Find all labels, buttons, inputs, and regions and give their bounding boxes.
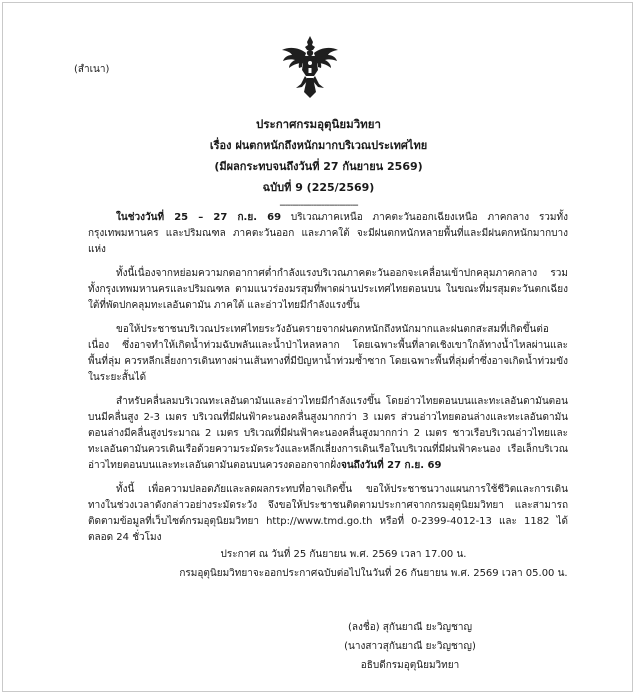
signatory-position: อธิบดีกรมอุตุนิยมวิทยา xyxy=(360,660,460,671)
issue-number: ฉบับที่ 9 (225/2569) xyxy=(262,181,375,194)
signature-line: (ลงชื่อ) สุกันยาณี ยะวิญชาญ xyxy=(348,622,472,633)
paragraph-cause xyxy=(88,266,568,314)
issue-info xyxy=(0,545,637,583)
announcement-subject: เรื่อง ฝนตกหนักถึงหนักมากบริเวณประเทศไทย xyxy=(209,139,428,152)
garuda-emblem xyxy=(282,36,338,98)
paragraph-lead: ในช่วงวันที่ 25 – 27 ก.ย. 69 xyxy=(116,212,282,223)
announcement-title: ประกาศกรมอุตุนิยมวิทยา xyxy=(256,117,381,131)
paragraph-warning xyxy=(88,322,568,386)
header-divider: ------------------------------ xyxy=(279,200,358,211)
paragraph-deadline: จนถึงวันที่ 27 ก.ย. 69 xyxy=(340,460,442,471)
paragraph-text: ทั้งนี้เนื่องจากหย่อมความกดอากาศต่ำกำลังแรงบริเวณภาคตะวันออกจะเคลื่อนเข้าปกคลุมภาคกลาง รวมทั้งกรุงเทพมหานครและปริมณฑล ตามแนวร่องมรสุมที่พาดผ่านประเทศไทยตอนบน ในขณะที่มรสุมตะวันตกเฉียงใต้ที่พัดปกคลุมทะเลอันดามัน ภาคใต้ และอ่าวไทยมีกำลังแรงขึ้น xyxy=(88,268,568,311)
paragraph-forecast xyxy=(88,210,568,258)
paragraph-text: สำหรับคลื่นลมบริเวณทะเลอันดามันและอ่าวไทยมีกำลังแรงขึ้น โดยอ่าวไทยตอนบนและทะเลอันดามันตอนบนมีคลื่นสูง 2-3 เมตร บริเวณที่มีฝนฟ้าคะนองคลื่นสูงมากกว่า 3 เมตร ส่วนอ่าวไทยตอนล่างและทะเลอันดามันตอนล่างมีคลื่นสูงประมาณ 2 เมตร บริเวณที่มีฝนฟ้าคะนองคลื่นสูงมากกว่า 2 เมตร ชาวเรือบริเวณอ่าวไทยและทะเลอันดามันควรเดินเรือด้วยความระมัดระวังและหลีกเลี่ยงการเดินเรือในบริเวณที่มีฝนฟ้าคะนอง เรือเล็กบริเวณอ่าวไทยตอนบนและทะเลอันดามันตอนบนควรงดออกจากฝั่ง xyxy=(88,396,568,471)
paragraph-marine xyxy=(88,394,568,474)
effective-period: (มีผลกระทบจนถึงวันที่ 27 กันยายน 2569) xyxy=(214,160,423,173)
paragraph-text: บริเวณภาคเหนือ ภาคตะวันออกเฉียงเหนือ ภาคกลาง รวมทั้งกรุงเทพมหานคร และปริมณฑล ภาคตะวันออก และภาคใต้ จะมีฝนตกหนักหลายพื้นที่และมีฝนตกหนักมากบางแห่ง xyxy=(88,212,568,255)
paragraph-text: ทั้งนี้ เพื่อความปลอดภัยและลดผลกระทบที่อาจเกิดขึ้น ขอให้ประชาชนวางแผนการใช้ชีวิตและการเดินทางในช่วงเวลาดังกล่าวอย่างระมัดระวัง จึงขอให้ประชาชนติดตามประกาศจากกรมอุตุนิยมวิทยา และสามารถติดตามข้อมูลที่เว็บไซต์กรมอุตุนิยมวิทยา http://www.tmd.go.th หรือที่ 0-2399-4012-13 และ 1182 ได้ตลอด 24 ชั่วโมง xyxy=(88,484,568,543)
signatory-name: (นางสาวสุกันยาณี ยะวิญชาญ) xyxy=(344,641,476,652)
paragraph-text: ขอให้ประชาชนบริเวณประเทศไทยระวังอันตรายจากฝนตกหนักถึงหนักมากและฝนตกสะสมที่เกิดขึ้นต่อเนื่อง ซึ่งอาจทำให้เกิดน้ำท่วมฉับพลันและน้ำป่าไหลหลาก โดยเฉพาะพื้นที่ลาดเชิงเขาใกล้ทางน้ำไหลผ่านและพื้นที่ลุ่ม ควรหลีกเลี่ยงการเดินทางผ่านเส้นทางที่มีปัญหาน้ำท่วมซ้ำซาก โดยเฉพาะพื้นที่ลุ่มต่ำซึ่งอาจเกิดน้ำท่วมขังในระยะสั้นได้ xyxy=(88,324,568,383)
paragraph-advice xyxy=(88,482,568,546)
copy-label: (สำเนา) xyxy=(74,64,110,75)
announcement-header xyxy=(0,114,637,214)
announcement-body xyxy=(88,210,568,554)
issued-date: ประกาศ ณ วันที่ 25 กันยายน พ.ศ. 2569 เวลา 17.00 น. xyxy=(220,549,467,560)
next-issue: กรมอุตุนิยมวิทยาจะออกประกาศฉบับต่อไปในวันที่ 26 กันยายน พ.ศ. 2569 เวลา 05.00 น. xyxy=(179,568,568,579)
signature-block xyxy=(300,618,520,675)
